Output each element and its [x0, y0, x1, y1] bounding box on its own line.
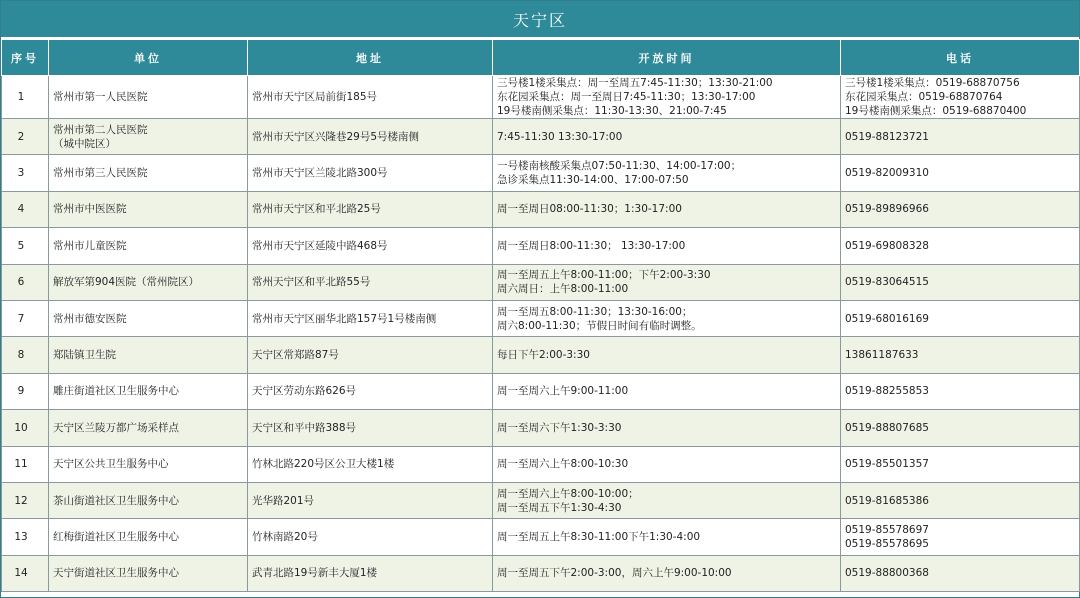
cell-unit: [49, 76, 248, 119]
cell-index: 9: [2, 373, 49, 409]
cell-unit-line: 常州市第二人民医院: [53, 123, 148, 136]
cell-index: 11: [2, 446, 49, 482]
cell-hours: [493, 119, 841, 155]
cell-unit: [49, 264, 248, 300]
cell-unit-line: 解放军第904医院（常州院区）: [53, 276, 200, 289]
cell-phone-line: 0519-88807685: [845, 421, 929, 434]
cell-hours-line: 周一至周五上午8:30-11:00下午1:30-4:00: [497, 530, 701, 543]
cell-address: 常州市天宁区兴隆巷29号5号楼南侧: [248, 119, 493, 155]
table-row: [2, 482, 1080, 518]
table-row: [2, 519, 1080, 555]
cell-phone-line: 13861187633: [845, 349, 919, 362]
cell-phone-line: 0519-81685386: [845, 494, 929, 507]
cell-hours-line: 东花园采集点：周一至周日7:45-11:30；13:30-17:00: [497, 91, 756, 103]
cell-unit-line: 郑陆镇卫生院: [53, 349, 116, 362]
cell-address: 武青北路19号新丰大厦1楼: [248, 555, 493, 591]
cell-phone-line: 三号楼1楼采集点：0519-68870756: [845, 77, 1020, 89]
cell-index: 4: [2, 191, 49, 227]
testing-sites-table: [1, 39, 1080, 592]
cell-unit: [49, 300, 248, 336]
cell-phone-line: 0519-88800368: [845, 567, 929, 580]
cell-hours: [493, 155, 841, 191]
cell-index: 13: [2, 519, 49, 555]
cell-unit: [49, 373, 248, 409]
cell-index: 2: [2, 119, 49, 155]
table-row: [2, 119, 1080, 155]
cell-index: 12: [2, 482, 49, 518]
cell-hours-line: 周一至周六下午1:30-3:30: [497, 421, 622, 434]
cell-hours-line: 周一至周五上午8:00-11:00；下午2:00-3:30: [497, 269, 711, 282]
table-row: [2, 76, 1080, 119]
cell-index: 10: [2, 410, 49, 446]
cell-phone: [841, 76, 1080, 119]
cell-hours: [493, 446, 841, 482]
header-address: 地址: [248, 40, 493, 76]
cell-phone: [841, 228, 1080, 264]
cell-phone-line: 0519-85578697: [845, 523, 929, 536]
cell-hours-line: 周六8:00-11:30；节假日时间有临时调整。: [497, 319, 702, 332]
cell-hours-line: 7:45-11:30 13:30-17:00: [497, 130, 623, 143]
cell-unit: [49, 446, 248, 482]
table-row: [2, 228, 1080, 264]
cell-address: 天宁区和平中路388号: [248, 410, 493, 446]
cell-hours-line: 周一至周日08:00-11:30；1:30-17:00: [497, 203, 682, 216]
table-row: [2, 191, 1080, 227]
cell-index: 14: [2, 555, 49, 591]
cell-hours: [493, 264, 841, 300]
header-hours: 开放时间: [493, 40, 841, 76]
cell-unit: [49, 482, 248, 518]
cell-unit-line: 天宁区兰陵万都广场采样点: [53, 421, 179, 434]
cell-address: 竹林南路20号: [248, 519, 493, 555]
cell-unit: [49, 337, 248, 373]
table-row: [2, 410, 1080, 446]
cell-phone: [841, 191, 1080, 227]
cell-unit: [49, 119, 248, 155]
cell-hours-line: 周一至周五下午2:00-3:00，周六上午9:00-10:00: [497, 567, 732, 580]
cell-phone-line: 0519-88255853: [845, 385, 929, 398]
cell-unit: [49, 519, 248, 555]
header-phone: 电话: [841, 40, 1080, 76]
header-unit: 单位: [49, 40, 248, 76]
cell-hours-line: 一号楼南核酸采集点07:50-11:30、14:00-17:00；: [497, 160, 742, 173]
cell-hours-line: 周一至周日8:00-11:30； 13:30-17:00: [497, 239, 686, 252]
cell-phone-line: 0519-88123721: [845, 130, 929, 143]
cell-hours-line: 每日下午2:00-3:30: [497, 349, 590, 362]
cell-hours: [493, 76, 841, 119]
district-title: 天宁区: [1, 1, 1079, 39]
cell-index: 3: [2, 155, 49, 191]
cell-unit-line: 常州市第一人民医院: [53, 91, 148, 103]
table-row: [2, 555, 1080, 591]
cell-unit: [49, 555, 248, 591]
cell-unit-line: （城中院区）: [53, 137, 116, 150]
cell-phone: [841, 264, 1080, 300]
cell-address: 天宁区常郑路87号: [248, 337, 493, 373]
cell-index: 7: [2, 300, 49, 336]
cell-address: 常州市天宁区丽华北路157号1号楼南侧: [248, 300, 493, 336]
cell-hours-line: 三号楼1楼采集点：周一至周五7:45-11:30；13:30-21:00: [497, 77, 773, 89]
cell-index: 8: [2, 337, 49, 373]
cell-phone: [841, 155, 1080, 191]
cell-unit-line: 常州市儿童医院: [53, 239, 127, 252]
cell-hours-line: 周一至周六上午8:00-10:00；: [497, 487, 639, 500]
cell-hours-line: 周一至周五下午1:30-4:30: [497, 501, 622, 514]
cell-unit-line: 常州市德安医院: [53, 312, 127, 325]
cell-hours: [493, 337, 841, 373]
table-row: [2, 337, 1080, 373]
cell-phone-line: 0519-85501357: [845, 458, 929, 471]
cell-index: 1: [2, 76, 49, 119]
cell-address: 常州市天宁区和平北路25号: [248, 191, 493, 227]
cell-phone-line: 19号楼南侧采集点：0519-68870400: [845, 105, 1027, 117]
cell-phone-line: 0519-83064515: [845, 276, 929, 289]
table-body: [2, 76, 1080, 592]
cell-unit-line: 茶山街道社区卫生服务中心: [53, 494, 179, 507]
cell-address: 常州天宁区和平北路55号: [248, 264, 493, 300]
cell-address: 常州市天宁区延陵中路468号: [248, 228, 493, 264]
cell-hours: [493, 300, 841, 336]
header-index: 序号: [2, 40, 49, 76]
cell-hours-line: 周一至周五8:00-11:30；13:30-16:00；: [497, 305, 693, 318]
cell-hours: [493, 228, 841, 264]
cell-address: 竹林北路220号区公卫大楼1楼: [248, 446, 493, 482]
cell-hours: [493, 555, 841, 591]
cell-address: 光华路201号: [248, 482, 493, 518]
cell-unit-line: 常州市第三人民医院: [53, 167, 148, 180]
cell-unit: [49, 191, 248, 227]
cell-hours-line: 周六周日：上午8:00-11:00: [497, 283, 629, 296]
cell-phone-line: 东花园采集点：0519-68870764: [845, 91, 1003, 103]
cell-unit: [49, 155, 248, 191]
cell-hours: [493, 373, 841, 409]
cell-phone: [841, 555, 1080, 591]
table-row: [2, 264, 1080, 300]
cell-unit-line: 天宁街道社区卫生服务中心: [53, 567, 179, 580]
cell-phone: [841, 410, 1080, 446]
cell-phone-line: 0519-69808328: [845, 239, 929, 252]
cell-phone-line: 0519-89896966: [845, 203, 929, 216]
table-row: [2, 446, 1080, 482]
cell-hours: [493, 191, 841, 227]
cell-unit: [49, 228, 248, 264]
cell-phone: [841, 446, 1080, 482]
table-header-row: [2, 40, 1080, 76]
cell-address: 天宁区劳动东路626号: [248, 373, 493, 409]
table-row: [2, 373, 1080, 409]
cell-index: 5: [2, 228, 49, 264]
cell-hours-line: 周一至周六上午9:00-11:00: [497, 385, 629, 398]
cell-phone-line: 0519-85578695: [845, 537, 929, 550]
cell-hours: [493, 410, 841, 446]
cell-phone: [841, 337, 1080, 373]
cell-address: 常州市天宁区局前街185号: [248, 76, 493, 119]
cell-hours-line: 19号楼南侧采集点：11:30-13:30、21:00-7:45: [497, 105, 727, 117]
cell-phone: [841, 482, 1080, 518]
cell-phone: [841, 300, 1080, 336]
cell-hours: [493, 482, 841, 518]
cell-unit-line: 红梅街道社区卫生服务中心: [53, 530, 179, 543]
cell-unit-line: 雕庄街道社区卫生服务中心: [53, 385, 179, 398]
cell-hours-line: 周一至周六上午8:00-10:30: [497, 458, 629, 471]
cell-unit-line: 常州市中医医院: [53, 203, 127, 216]
cell-hours: [493, 519, 841, 555]
cell-phone: [841, 519, 1080, 555]
cell-phone-line: 0519-68016169: [845, 312, 929, 325]
cell-unit-line: 天宁区公共卫生服务中心: [53, 458, 169, 471]
cell-phone-line: 0519-82009310: [845, 167, 929, 180]
cell-hours-line: 急诊采集点11:30-14:00、17:00-07:50: [497, 174, 689, 187]
cell-address: 常州市天宁区兰陵北路300号: [248, 155, 493, 191]
cell-index: 6: [2, 264, 49, 300]
table-row: [2, 300, 1080, 336]
cell-unit: [49, 410, 248, 446]
table-row: [2, 155, 1080, 191]
cell-phone: [841, 119, 1080, 155]
cell-phone: [841, 373, 1080, 409]
